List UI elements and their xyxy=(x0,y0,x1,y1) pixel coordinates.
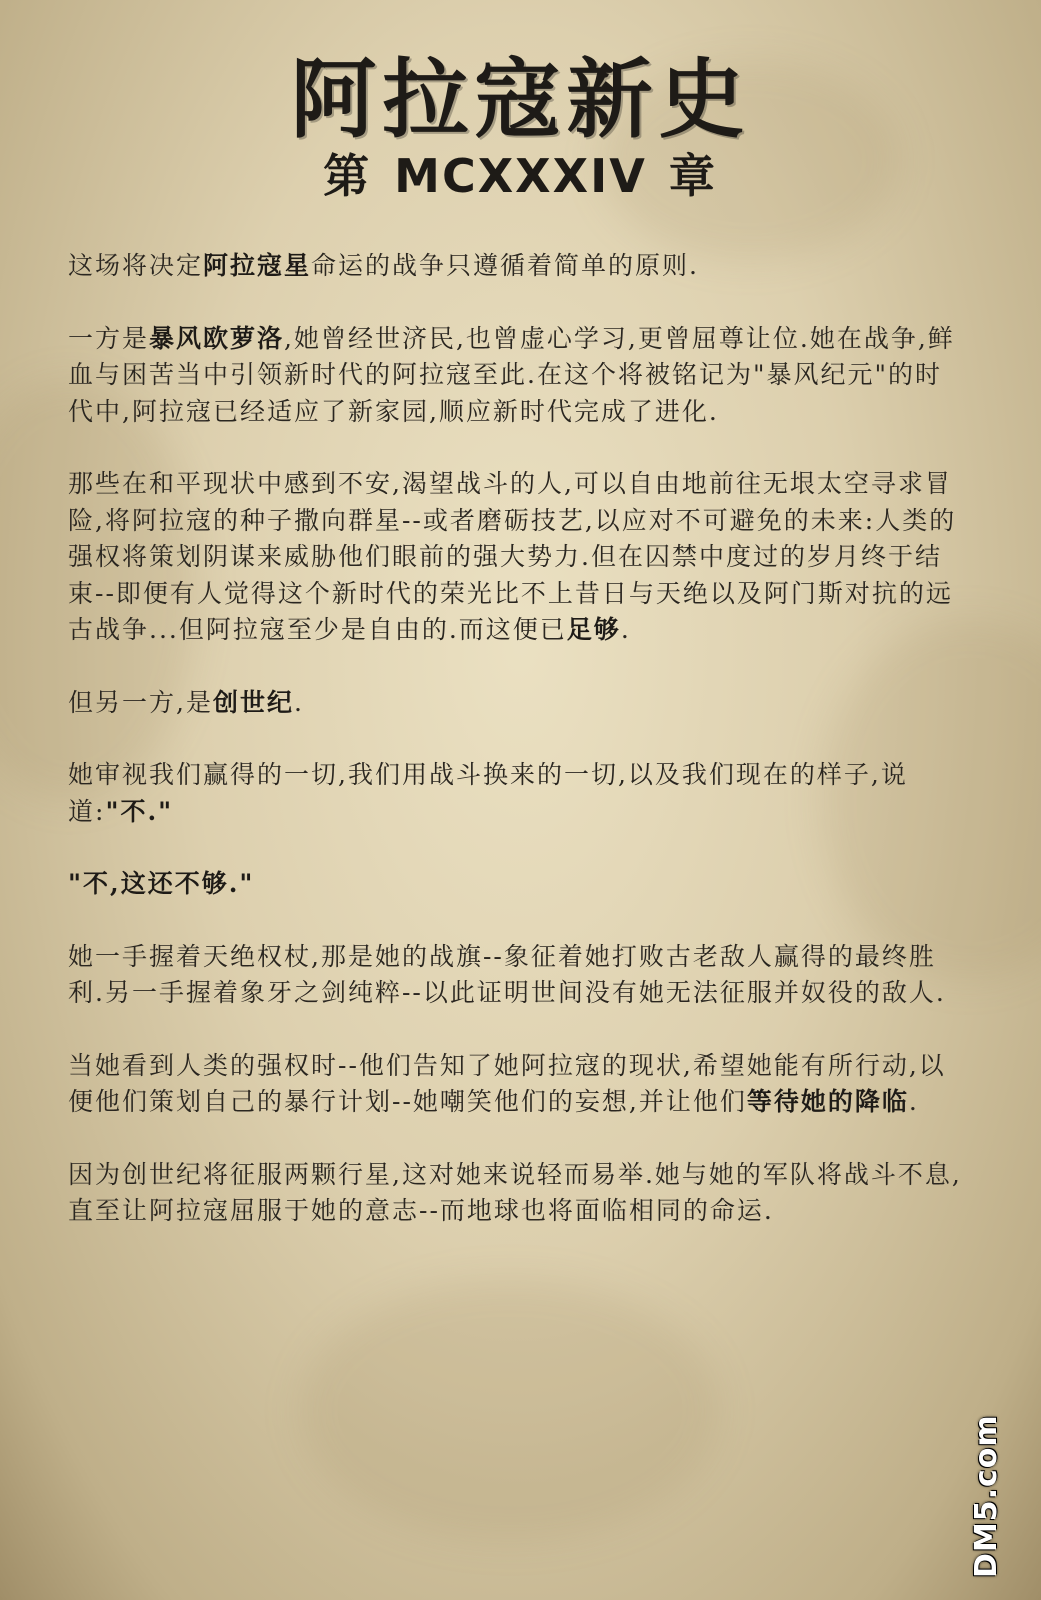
paragraph xyxy=(68,248,968,285)
paragraph-text: 但另一方,是 xyxy=(68,687,213,717)
paragraph-text: . xyxy=(908,1087,919,1116)
emphasis-text: "不." xyxy=(105,796,174,826)
paragraph-text: 因为创世纪将征服两颗行星,这对她来说轻而易举.她与她的军队将战斗不息,直至让阿拉寇屈服于她的意志--而地球也将面临相同的命运. xyxy=(68,1159,962,1225)
page-title: 阿拉寇新史 xyxy=(290,49,751,150)
story-text xyxy=(68,248,968,1266)
paragraph-text: 命运的战争只遵循着简单的原则. xyxy=(311,251,699,280)
emphasis-text: "不,这还不够." xyxy=(68,869,255,898)
watermark-text: DM5.com xyxy=(969,1414,1004,1578)
paragraph-text: ,她曾经世济民,也曾虚心学习,更曾屈尊让位.她在战争,鲜血与困苦当中引领新时代的阿拉寇至此.在这个将被铭记为"暴风纪元"的时代中,阿拉寇已经适应了新家园,顺应新时代完成了进化. xyxy=(68,323,955,426)
chapter-suffix: 章 xyxy=(668,149,718,203)
emphasis-text: 阿拉寇星 xyxy=(203,251,312,280)
paragraph-text: 当她看到人类的强权时--他们告知了她阿拉寇的现状,希望她能有所行动,以便他们策划自己的暴行计划--她嘲笑他们的妄想,并让他们 xyxy=(68,1050,946,1116)
chapter-prefix: 第 xyxy=(323,149,373,203)
emphasis-text: 创世纪 xyxy=(212,687,294,717)
watermark-logo xyxy=(969,1414,1015,1578)
paragraph-text: 她审视我们赢得的一切,我们用战斗换来的一切,以及我们现在的样子,说道: xyxy=(68,760,908,826)
paragraph xyxy=(68,1157,968,1230)
paragraph xyxy=(68,1048,968,1121)
paragraph-text: 她一手握着天绝权杖,那是她的战旗--象征着她打败古老敌人赢得的最终胜利.另一手握着象牙之剑纯粹--以此证明世间没有她无法征服并奴役的敌人. xyxy=(68,941,946,1007)
chapter-number: MCXXXIV xyxy=(394,149,647,203)
paragraph xyxy=(68,757,968,830)
emphasis-text: 等待她的降临 xyxy=(746,1087,909,1116)
paragraph xyxy=(68,866,968,903)
paragraph-text: . xyxy=(620,615,631,644)
paragraph-text: . xyxy=(293,687,304,717)
paragraph-text: 一方是 xyxy=(68,323,150,353)
paragraph xyxy=(68,466,968,649)
paragraph xyxy=(68,321,968,431)
paragraph xyxy=(68,685,968,722)
paragraph-text: 这场将决定 xyxy=(68,251,204,280)
chapter-heading xyxy=(0,140,1041,206)
paragraph xyxy=(68,939,968,1012)
emphasis-text: 足够 xyxy=(566,615,621,644)
paragraph-text: 那些在和平现状中感到不安,渴望战斗的人,可以自由地前往无垠太空寻求冒险,将阿拉寇的种子撒向群星--或者磨砺技艺,以应对不可避免的未来:人类的强权将策划阴谋来威胁他们眼前的强大势力.但在囚禁中度过的岁月终于结束--即便有人觉得这个新时代的荣光比不上昔日与天绝以及阿门斯对抗的远古战争...但阿拉寇至少是自由的.而这便已 xyxy=(68,469,957,644)
emphasis-text: 暴风欧萝洛 xyxy=(149,323,285,353)
